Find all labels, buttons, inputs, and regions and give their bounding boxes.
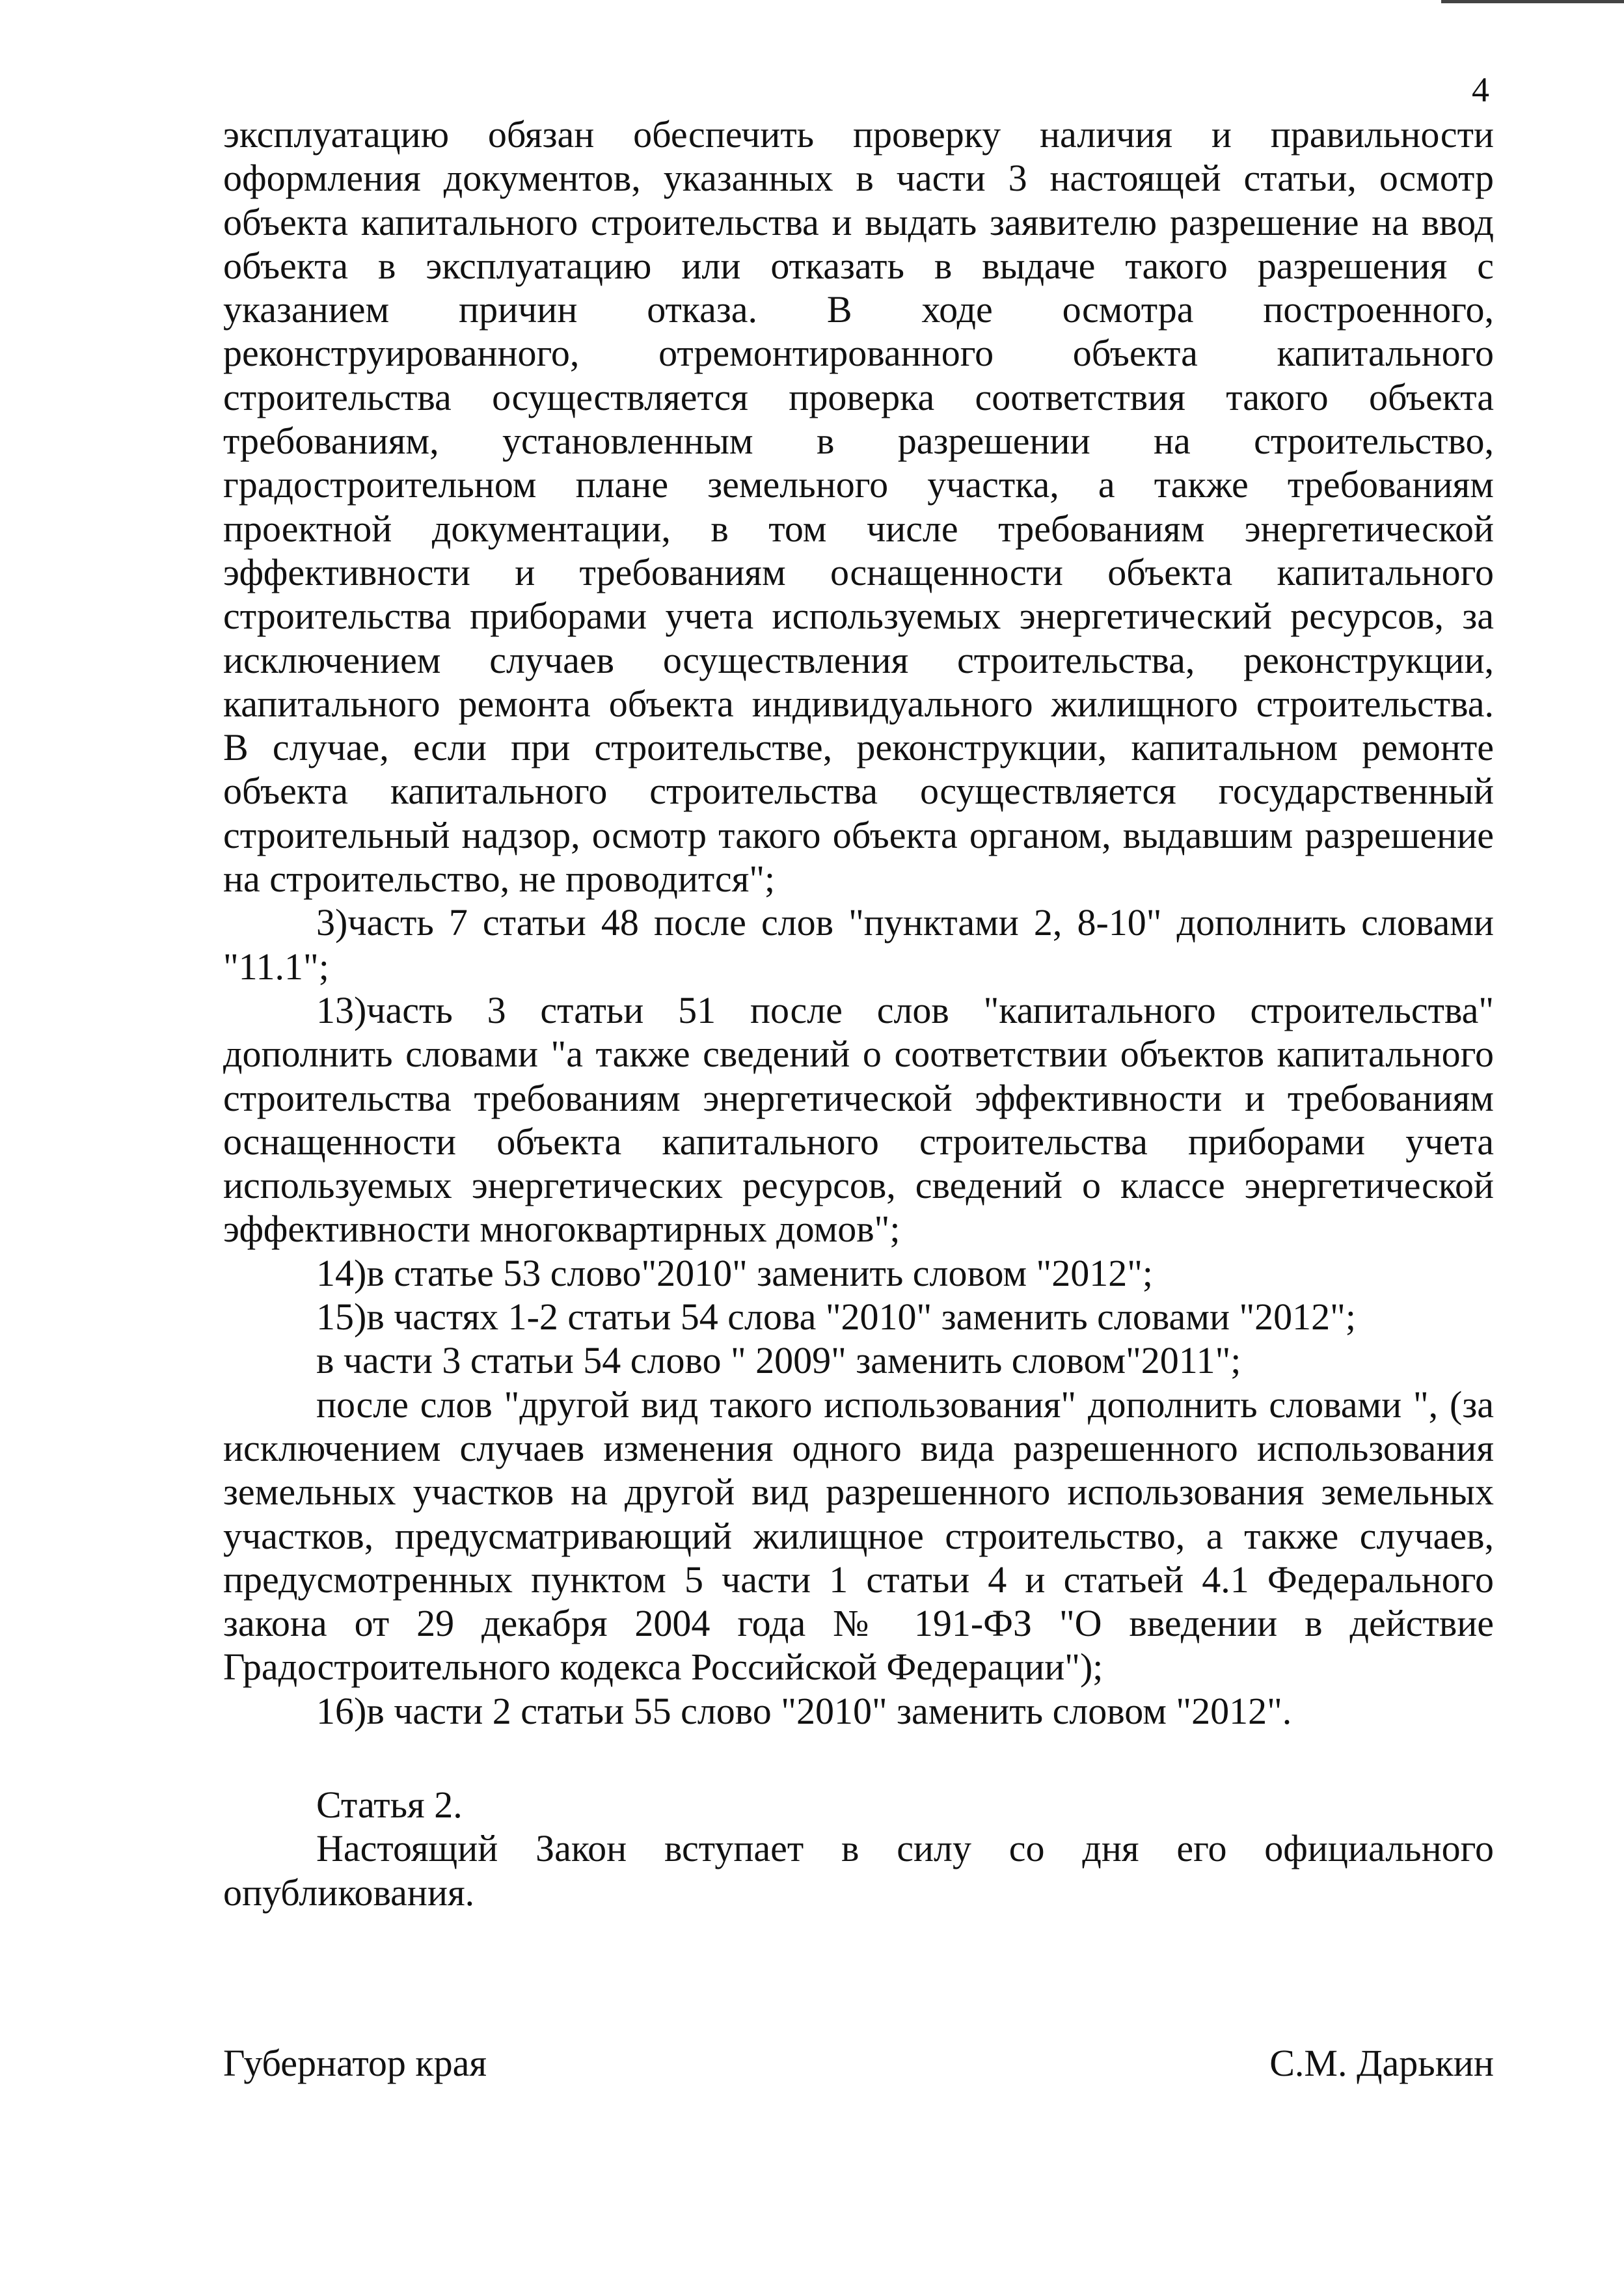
text-line: 13)часть 3 статьи 51 после слов "капитального строительства" bbox=[316, 988, 1494, 1031]
text-line: земельных участков на другой вид разрешенного использования земельных bbox=[223, 1471, 1494, 1514]
text-line: оснащенности объекта капитального строительства приборами учета bbox=[223, 1120, 1494, 1163]
text-line: В случае, если при строительстве, реконструкции, капитальном ремонте bbox=[223, 726, 1494, 769]
text-line: предусмотренных пунктом 5 части 1 статьи 4 и статьей 4.1 Федерального bbox=[223, 1558, 1494, 1601]
text-line: на строительство, не проводится"; bbox=[223, 858, 776, 901]
text-line: требованиям, установленным в разрешении на строительство, bbox=[223, 420, 1494, 463]
text-line: дополнить словами "а также сведений о соответствии объектов капитального bbox=[223, 1033, 1494, 1076]
text-line: Настоящий Закон вступает в силу со дня его официального bbox=[316, 1827, 1494, 1870]
signatory-name: С.М. Дарькин bbox=[1269, 2042, 1494, 2084]
text-line: после слов "другой вид такого использования" дополнить словами ", (за bbox=[316, 1383, 1494, 1426]
article-1-text bbox=[223, 113, 1494, 1733]
scan-artifact-line bbox=[1441, 0, 1624, 3]
text-line: строительства осуществляется проверка соответствия такого объекта bbox=[223, 375, 1494, 418]
text-line: объекта капитального строительства осуществляется государственный bbox=[223, 770, 1494, 813]
text-line: исключением случаев изменения одного вида разрешенного использования bbox=[223, 1426, 1494, 1469]
text-line: проектной документации, в том числе требованиям энергетической bbox=[223, 507, 1494, 550]
text-line: строительства требованиям энергетической эффективности и требованиям bbox=[223, 1076, 1494, 1119]
text-line: эффективности многоквартирных домов"; bbox=[223, 1208, 900, 1251]
text-line: строительства приборами учета используемых энергетический ресурсов, за bbox=[223, 595, 1494, 638]
text-line: Градостроительного кодекса Российской Федерации"); bbox=[223, 1646, 1103, 1689]
text-line: реконструированного, отремонтированного объекта капитального bbox=[223, 332, 1494, 375]
signatory-position: Губернатор края bbox=[223, 2042, 487, 2084]
text-line: строительный надзор, осмотр такого объекта органом, выдавшим разрешение bbox=[223, 813, 1494, 856]
text-line: указанием причин отказа. В ходе осмотра построенного, bbox=[223, 288, 1494, 331]
text-line: в части 3 статьи 54 слово " 2009" заменить словом"2011"; bbox=[316, 1339, 1241, 1382]
text-line: 16)в части 2 статьи 55 слово "2010" заменить словом "2012". bbox=[316, 1689, 1292, 1732]
text-line: оформления документов, указанных в части 3 настоящей статьи, осмотр bbox=[223, 157, 1494, 200]
page-number: 4 bbox=[1472, 70, 1489, 109]
text-line: закона от 29 декабря 2004 года № 191-ФЗ "О введении в действие bbox=[223, 1602, 1494, 1645]
text-line: 14)в статье 53 слово"2010" заменить словом "2012"; bbox=[316, 1251, 1154, 1294]
text-line: капитального ремонта объекта индивидуального жилищного строительства. bbox=[223, 682, 1494, 725]
text-line: градостроительном плане земельного участка, а также требованиям bbox=[223, 463, 1494, 506]
text-line: 3)часть 7 статьи 48 после слов "пунктами 2, 8-10" дополнить словами bbox=[316, 901, 1494, 944]
text-line: эффективности и требованиям оснащенности объекта капитального bbox=[223, 550, 1494, 593]
text-line: участков, предусматривающий жилищное строительство, а также случаев, bbox=[223, 1514, 1494, 1557]
text-line: эксплуатацию обязан обеспечить проверку наличия и правильности bbox=[223, 113, 1494, 156]
article-2-text bbox=[223, 1783, 1494, 1914]
text-line: опубликования. bbox=[223, 1871, 475, 1914]
text-line: объекта в эксплуатацию или отказать в выдаче такого разрешения с bbox=[223, 244, 1494, 287]
text-line: "11.1"; bbox=[223, 945, 329, 988]
text-line: Статья 2. bbox=[316, 1784, 463, 1826]
text-line: объекта капитального строительства и выдать заявителю разрешение на ввод bbox=[223, 200, 1494, 243]
text-line: 15)в частях 1-2 статьи 54 слова "2010" заменить словами "2012"; bbox=[316, 1296, 1356, 1338]
text-line: исключением случаев осуществления строительства, реконструкции, bbox=[223, 638, 1494, 681]
text-line: используемых энергетических ресурсов, сведений о классе энергетической bbox=[223, 1164, 1494, 1207]
